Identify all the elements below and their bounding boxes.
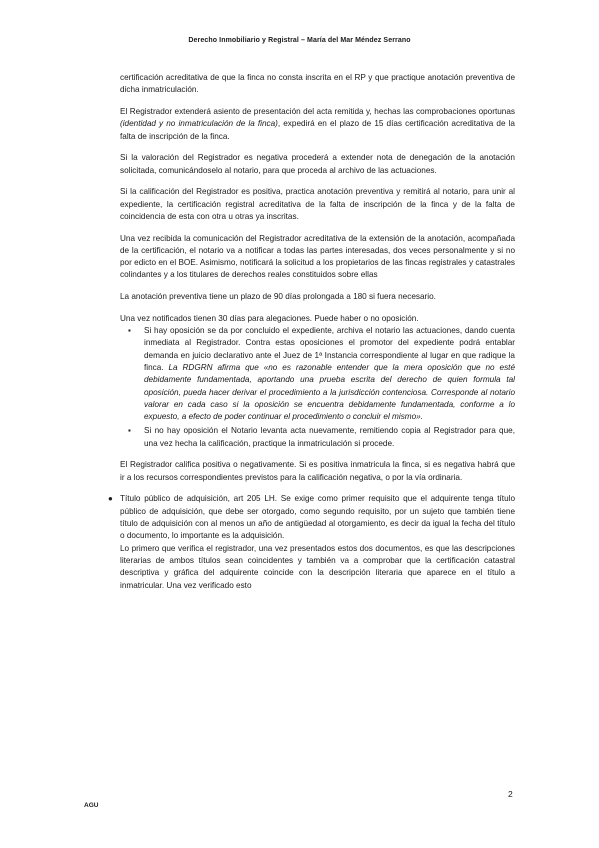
paragraph: Si la valoración del Registrador es negativa procederá a extender nota de denegación de la anotación solicitada, comunicándoselo al notario, para que proceda al archivo de las actuaciones. [120, 153, 515, 175]
bullet-item [108, 493, 515, 591]
bullet-icon: ● [108, 494, 113, 504]
paragraph [120, 106, 515, 143]
italic-text: La RDGRN afirma que «no es razonable entender que la mera oposición que no esté debidamente fundamentada, aportando una prueba escrita del derecho de quien formula tal oposición, pueda hacer derivar el procedimiento a la jurisdicción contenciosa. Corresponde al notario valorar en cada caso si la oposición se encuentra debidamente fundamentada, conforme a lo expuesto, a efecto de poder continuar el procedimiento o concluir el mismo». [144, 362, 515, 422]
paragraph: Lo primero que verifica el registrador, una vez presentados estos dos documentos, es que las descripciones literarias de ambos títulos sean coincidentes y también va a comprobar que la certificación catastral descriptiva y gráfica del adquirente coincide con la descripción literaria que aparece en el título a inmatricular. Una vez verificado esto [120, 543, 515, 590]
italic-text: (identidad y no inmatriculación de la finca) [120, 119, 278, 129]
text-span: , expedirá en el plazo de 15 días certificación acreditativa de la falta de inscripción de la finca. [120, 119, 515, 141]
paragraph: El Registrador califica positiva o negativamente. Si es positiva inmatricula la finca, si es negativa habrá que ir a los recursos correspondientes previstos para la calificación negativa, o por la vía ordinaria. [120, 460, 515, 482]
paragraph: Una vez notificados tienen 30 días para alegaciones. Puede haber o no oposición. [120, 313, 419, 323]
sub-list [120, 325, 515, 450]
list-item: ▪ Si no hay oposición el Notario levanta acta nuevamente, remitiendo copia al Registrador para que, una vez hecha la calificación, practique la inmatriculación si procede. [120, 425, 515, 450]
paragraph: La anotación preventiva tiene un plazo de 90 días prolongada a 180 si fuera necesario. [120, 292, 436, 302]
text-span: El Registrador extenderá asiento de presentación del acta remitida y, hechas las comprobaciones oportunas [120, 106, 515, 116]
page-header: Derecho Inmobiliario y Registral – María del Mar Méndez Serrano [188, 37, 411, 44]
footer-initials: AGU [84, 802, 99, 809]
text-span: Si hay oposición se da por concluido el expediente, archiva el notario las actuaciones, dando cuenta inmediata al Registrador. Contra estas oposiciones el promotor del expediente podrá entablar demanda en juicio declarativo ante el Juez de 1ª Instancia correspondiente al lugar en que radique la finca. [144, 326, 515, 372]
paragraph: Título público de adquisición, art 205 LH. Se exige como primer requisito que el adquirente tenga título público de adquisición, que debe ser otorgado, como segundo requisito, por un sujeto que también tiene título de adquisición con al menos un año de antigüedad al otorgamiento, es decir da igual la fecha del título o documento, lo importante es la adquisición. [120, 494, 515, 541]
document-body [108, 72, 515, 592]
paragraph: Una vez recibida la comunicación del Registrador acreditativa de la extensión de la anotación, acompañada de la certificación, el notario va a notificar a todas las partes interesadas, dos veces personalmente y si no por edicto en el BOE. Asimismo, notificará la solicitud a los propietarios de las fincas registrales y catastrales colindantes y a los titulares de derechos reales constituidos sobre ellas [120, 233, 515, 280]
paragraph: Si la calificación del Registrador es positiva, practica anotación preventiva y remitirá al notario, para unir al expediente, la certificación registral acreditativa de la falta de inscripción de la finca y de la falta de coincidencia de esta con otra u otras ya inscritas. [120, 187, 515, 221]
page-number: 2 [508, 789, 513, 799]
paragraph: certificación acreditativa de que la finca no consta inscrita en el RP y que practique anotación preventiva de dicha inmatriculación. [120, 73, 515, 95]
list-item [120, 325, 515, 423]
